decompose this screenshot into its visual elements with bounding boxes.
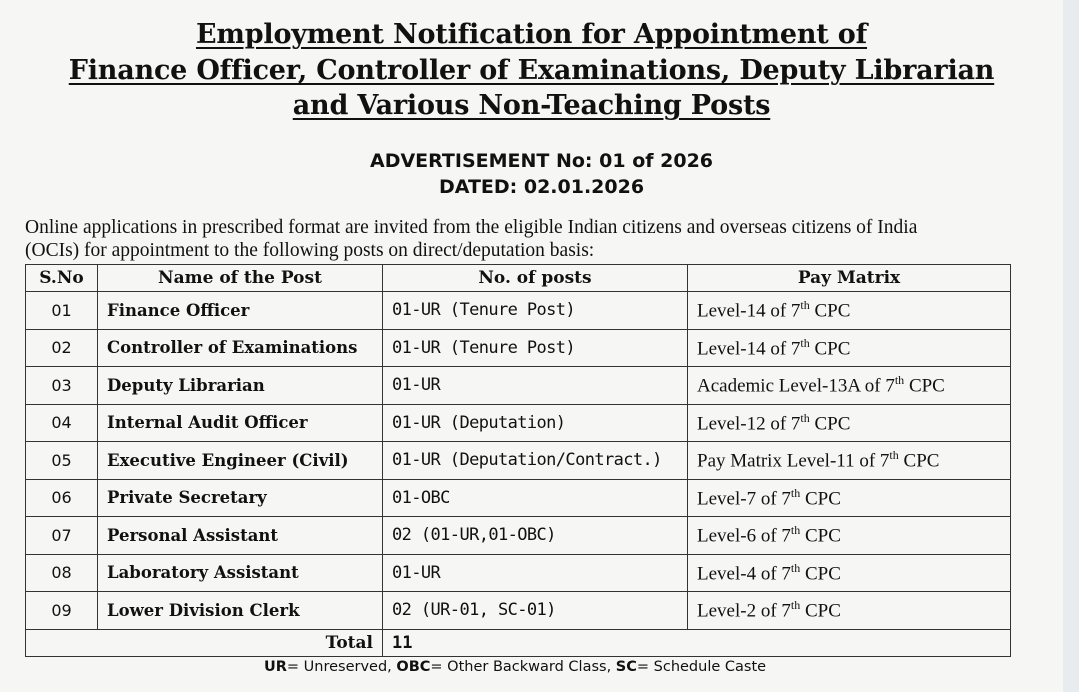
table-row xyxy=(26,404,1011,442)
pay-level-text: Level-4 of 7 xyxy=(697,562,791,584)
row-sno: 07 xyxy=(26,517,98,555)
legend-sc-abbr: SC xyxy=(615,659,637,675)
pay-cpc-text: CPC xyxy=(898,450,940,472)
legend-obc-text: = Other Backward Class, xyxy=(430,659,616,675)
header-post-name: Name of the Post xyxy=(98,265,383,292)
row-sno: 06 xyxy=(26,479,98,517)
table-header-row xyxy=(26,265,1011,292)
pay-level-text: Level-14 of 7 xyxy=(697,337,801,359)
pay-ordinal-suffix: th xyxy=(894,373,905,388)
pay-level-text: Level-6 of 7 xyxy=(697,525,791,547)
row-pay-matrix xyxy=(688,554,1011,592)
row-no-of-posts: 01-UR xyxy=(383,367,688,405)
pay-level-text: Level-14 of 7 xyxy=(697,300,801,322)
row-post-name: Internal Audit Officer xyxy=(98,404,383,442)
row-sno: 02 xyxy=(26,329,98,367)
row-no-of-posts: 01-UR (Deputation/Contract.) xyxy=(383,442,688,480)
legend-obc-abbr: OBC xyxy=(396,659,431,675)
row-post-name: Private Secretary xyxy=(98,479,383,517)
advertisement-date: DATED: 02.01.2026 xyxy=(438,176,645,198)
row-no-of-posts: 02 (UR-01, SC-01) xyxy=(383,592,688,630)
pay-ordinal-suffix: th xyxy=(790,560,801,575)
row-sno: 03 xyxy=(26,367,98,405)
row-pay-matrix xyxy=(688,404,1011,442)
pay-ordinal-suffix: th xyxy=(800,298,810,313)
pay-cpc-text: CPC xyxy=(800,600,841,622)
pay-cpc-text: CPC xyxy=(800,525,841,547)
pay-ordinal-suffix: th xyxy=(790,523,801,538)
total-row xyxy=(26,629,1011,656)
table-row xyxy=(26,554,1011,592)
row-sno: 05 xyxy=(26,442,98,480)
title-line-3: and Various Non-Teaching Posts xyxy=(292,90,771,121)
posts-table xyxy=(25,264,1011,657)
legend-sc-text: = Schedule Caste xyxy=(636,659,767,675)
pay-level-text: Level-7 of 7 xyxy=(697,487,791,509)
table-row xyxy=(26,442,1011,480)
page-edge-strip xyxy=(1063,0,1079,692)
row-post-name: Deputy Librarian xyxy=(98,367,383,405)
pay-cpc-text: CPC xyxy=(800,562,841,584)
row-post-name: Personal Assistant xyxy=(98,517,383,555)
table-row xyxy=(26,329,1011,367)
row-sno: 01 xyxy=(26,292,98,330)
pay-cpc-text: CPC xyxy=(800,487,841,509)
pay-level-text: Academic Level-13A of 7 xyxy=(697,375,895,397)
legend-ur-text: = Unreserved, xyxy=(286,659,397,675)
pay-level-text: Pay Matrix Level-11 of 7 xyxy=(697,450,890,472)
pay-cpc-text: CPC xyxy=(809,412,851,434)
advertisement-number: ADVERTISEMENT No: 01 of 2026 xyxy=(369,150,714,172)
pay-cpc-text: CPC xyxy=(904,375,945,397)
pay-ordinal-suffix: th xyxy=(800,335,810,350)
total-label: Total xyxy=(26,629,383,656)
row-pay-matrix xyxy=(688,479,1011,517)
pay-ordinal-suffix: th xyxy=(800,410,810,425)
legend-ur-abbr: UR xyxy=(263,659,287,675)
total-value: 11 xyxy=(383,629,1011,656)
header-sno: S.No xyxy=(26,265,98,292)
intro-line-2: (OCIs) for appointment to the following posts on direct/deputation basis: xyxy=(25,240,595,261)
pay-ordinal-suffix: th xyxy=(889,448,899,463)
row-sno: 08 xyxy=(26,554,98,592)
row-post-name: Controller of Examinations xyxy=(98,329,383,367)
pay-level-text: Level-12 of 7 xyxy=(697,412,801,434)
row-pay-matrix xyxy=(688,367,1011,405)
table-row xyxy=(26,367,1011,405)
row-pay-matrix xyxy=(688,517,1011,555)
row-post-name: Finance Officer xyxy=(98,292,383,330)
intro-line-1: Online applications in prescribed format are invited from the eligible Indian citizens and overseas citizens of India xyxy=(25,217,918,238)
row-post-name: Laboratory Assistant xyxy=(98,554,383,592)
pay-cpc-text: CPC xyxy=(809,300,851,322)
table-row xyxy=(26,517,1011,555)
row-pay-matrix xyxy=(688,292,1011,330)
row-no-of-posts: 01-OBC xyxy=(383,479,688,517)
row-pay-matrix xyxy=(688,329,1011,367)
row-no-of-posts: 01-UR (Tenure Post) xyxy=(383,292,688,330)
row-no-of-posts: 01-UR xyxy=(383,554,688,592)
title-line-2: Finance Officer, Controller of Examinations, Deputy Librarian xyxy=(68,55,995,86)
title-line-1: Employment Notification for Appointment of xyxy=(195,19,868,50)
row-no-of-posts: 02 (01-UR,01-OBC) xyxy=(383,517,688,555)
row-no-of-posts: 01-UR (Tenure Post) xyxy=(383,329,688,367)
row-no-of-posts: 01-UR (Deputation) xyxy=(383,404,688,442)
row-sno: 04 xyxy=(26,404,98,442)
pay-ordinal-suffix: th xyxy=(790,598,801,613)
row-sno: 09 xyxy=(26,592,98,630)
header-no-of-posts: No. of posts xyxy=(383,265,688,292)
table-row xyxy=(26,479,1011,517)
row-post-name: Executive Engineer (Civil) xyxy=(98,442,383,480)
header-pay-matrix: Pay Matrix xyxy=(688,265,1011,292)
table-row xyxy=(26,292,1011,330)
abbreviation-legend xyxy=(0,659,1030,675)
pay-cpc-text: CPC xyxy=(809,337,851,359)
pay-ordinal-suffix: th xyxy=(790,485,801,500)
row-pay-matrix xyxy=(688,592,1011,630)
table-row xyxy=(26,592,1011,630)
row-post-name: Lower Division Clerk xyxy=(98,592,383,630)
pay-level-text: Level-2 of 7 xyxy=(697,600,791,622)
row-pay-matrix xyxy=(688,442,1011,480)
